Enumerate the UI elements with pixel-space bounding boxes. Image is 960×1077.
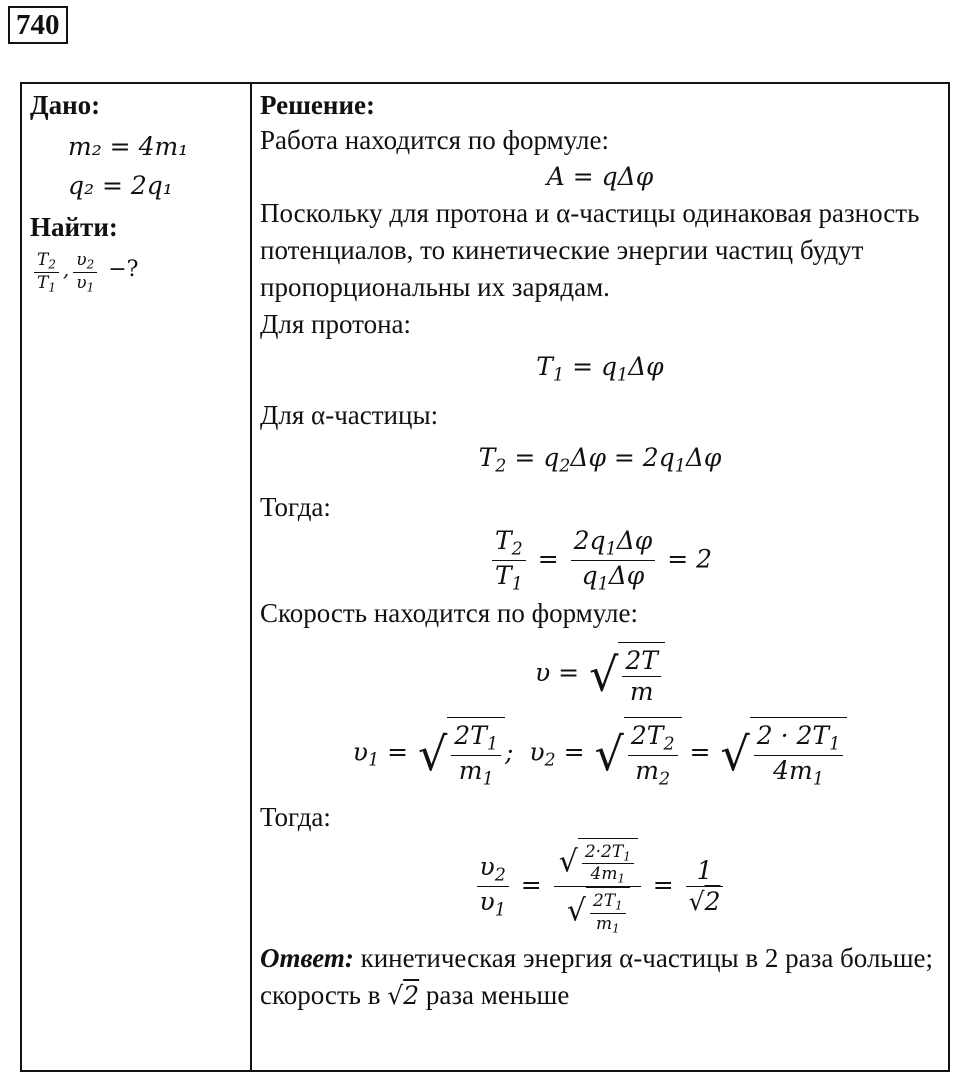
- answer-sqrt2: √2: [387, 980, 420, 1010]
- problem-number: 740: [8, 6, 68, 44]
- find-title: Найти:: [30, 212, 118, 242]
- solution-paragraph: Для протона:: [260, 309, 412, 339]
- formula-speed-ratio: $\frac{\upsilon_2}{\upsilon_1}$ = √ $\frac{2\cdot 2T_1}{4m_1}$ √ $\frac{2T_1}{m_1}$ = $\frac{1}{√2}$: [260, 838, 940, 936]
- formula-speeds-both: $\upsilon_1$ = √ $\frac{2T_1}{m_1}$ ; $\upsilon_2$ = √ $\frac{2T_2}{m_2}$ = √ $\frac{2 \cdot 2T_1}{4m_1}$: [260, 717, 940, 791]
- answer-label: Ответ:: [260, 942, 354, 973]
- given-charge-relation: q₂ = 2q₁: [68, 171, 173, 200]
- formula-alpha-energy: $T_2 = q_2\Delta\varphi = 2q_1\Delta\varphi$: [478, 443, 722, 477]
- problem-table: [20, 82, 950, 1072]
- answer-text-end: раза меньше: [419, 979, 570, 1010]
- given-title: Дано:: [30, 90, 101, 120]
- solution-paragraph: Работа находится по формуле:: [260, 125, 609, 155]
- solution-paragraph: Поскольку для протона и α-частицы одинаковая разность потенциалов, то кинетические энергии частиц будут пропорциональны их зарядам.: [260, 198, 920, 302]
- find-ratio-speed: $\frac{\upsilon_2}{\upsilon_1}$: [73, 250, 97, 295]
- solution-paragraph: Тогда:: [260, 491, 331, 522]
- solution-paragraph: Скорость находится по формуле:: [260, 598, 639, 628]
- find-expression: $\frac{T_2}{T_1}$ , $\frac{\upsilon_2}{\upsilon_1}$ −?: [30, 250, 242, 295]
- formula-proton-energy: $T_1 = q_1\Delta\varphi$: [536, 352, 664, 386]
- formula-energy-ratio: $\frac{T_2}{T_1}$ = $\frac{2q_1\Delta\varphi}{q_1\Delta\varphi}$ = 2: [260, 526, 940, 596]
- answer: [260, 940, 940, 1014]
- answer-text: кинетическая энергия α-частицы в 2 раза больше; скорость в: [260, 942, 934, 1010]
- solution-paragraph: Для α-частицы:: [260, 400, 439, 431]
- formula-speed: υ = √ $\frac{2T}{m}$: [260, 642, 940, 707]
- formula-work: A = qΔφ: [546, 162, 654, 191]
- solution-title: Решение:: [260, 90, 375, 120]
- solution-column: [251, 83, 949, 1071]
- find-ratio-energy: $\frac{T_2}{T_1}$: [34, 250, 59, 295]
- given-column: [21, 83, 251, 1071]
- given-mass-relation: m₂ = 4m₁: [68, 132, 189, 161]
- solution-paragraph: Тогда:: [260, 801, 331, 832]
